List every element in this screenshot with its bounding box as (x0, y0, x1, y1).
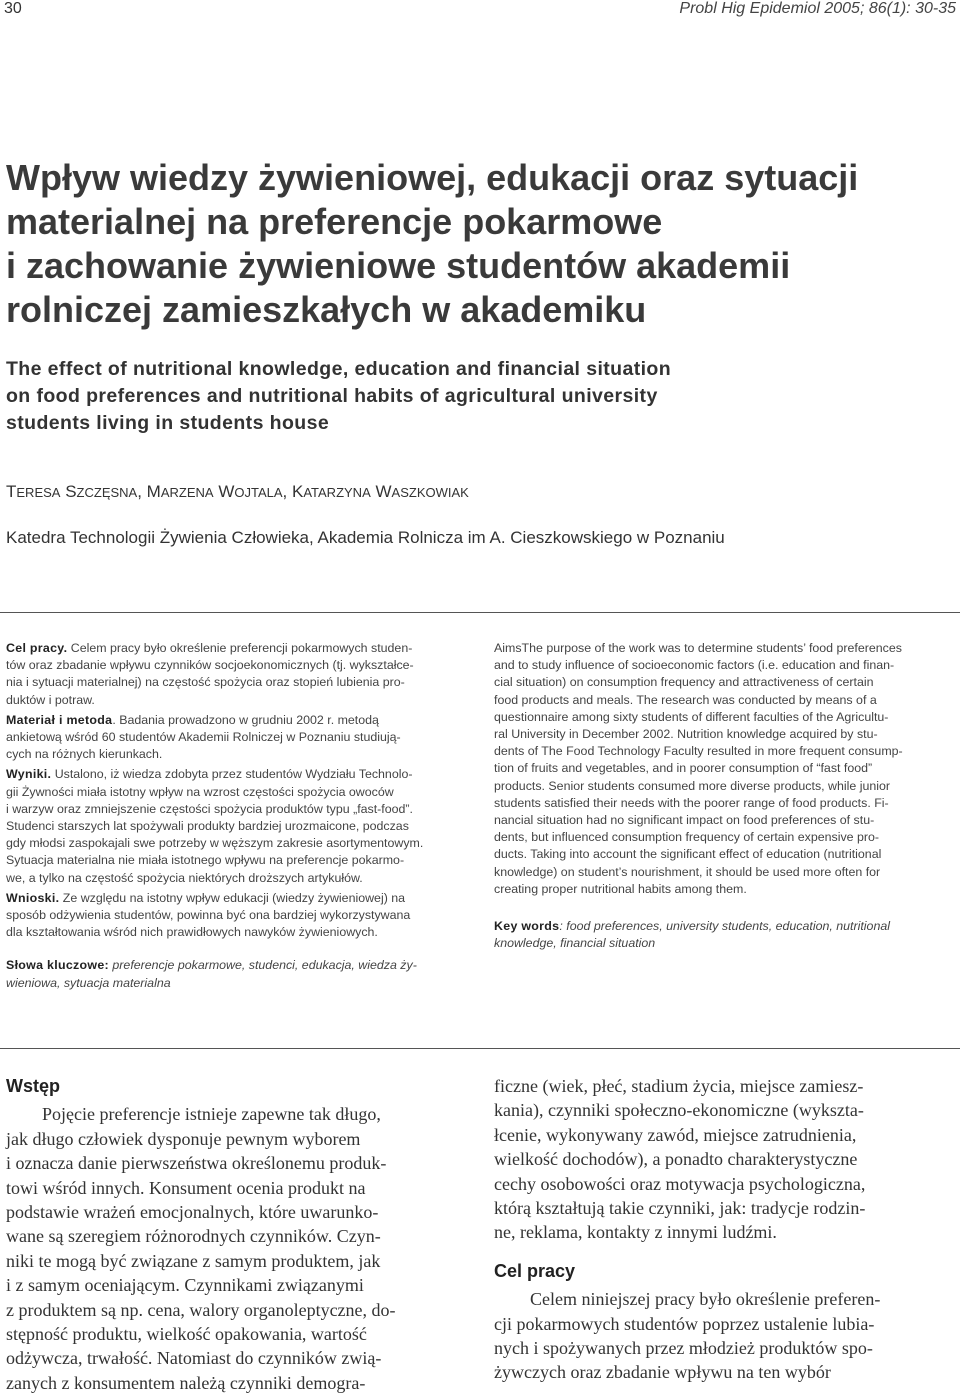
divider-top (0, 612, 960, 613)
body-line: wielkość dochodów), a ponadto charakterystyczne (494, 1149, 858, 1170)
abs-line: duktów i potraw. (6, 692, 95, 707)
author-1-surname-initial: S (65, 482, 77, 501)
author-1-initial: T (6, 482, 17, 501)
keywords-en-label: Key words (494, 919, 560, 934)
abs-line: tion of fruits and vegetables, and in poorer consumption of “fast food” (494, 761, 873, 776)
abstract-material (6, 712, 470, 764)
abs-line: Sytuacja materialna nie miała istotnego wpływu na preferencje pokarmo- (6, 853, 405, 868)
section-heading-wstep: Wstęp (6, 1076, 60, 1096)
abs-line: cial situation) on consumption frequency and attractiveness of certain (494, 675, 874, 690)
abs-line: AimsThe purpose of the work was to determine students’ food preferences (494, 641, 902, 655)
abs-line: nancial situation had no significant impact on food preferences of stu- (494, 813, 875, 828)
body-column-left (6, 1074, 470, 1395)
abs-line: ducts. Taking into account the significant effect of education (nutritional (494, 847, 882, 862)
body-line: żywczych oraz zbadanie wpływu na ten wybór (494, 1362, 831, 1383)
body-column-right (494, 1074, 958, 1385)
abs-line: . Badania prowadzono w grudniu 2002 r. metodą (112, 712, 379, 727)
abstract-wnioski (6, 890, 470, 942)
author-2-first: ARZENA (160, 485, 214, 500)
abs-line: ral University in December 2002. Nutrition knowledge acquired by stu- (494, 727, 878, 742)
material-label: Materiał i metoda (6, 712, 113, 727)
author-3-surname: ASZKOWIAK (391, 485, 469, 500)
keywords-en (494, 918, 958, 952)
abs-line: ankietową wśród 60 studentów Akademii Rolniczej w Poznaniu studiują- (6, 730, 401, 745)
author-separator: , (137, 482, 147, 501)
title-line: Wpływ wiedzy żywieniowej, edukacji oraz sytuacji (6, 157, 859, 198)
abs-line: food products and meals. The research was conducted by means of a (494, 692, 877, 707)
body-line: cechy osobowości oraz motywacja psychologiczna, (494, 1173, 866, 1194)
keywords-pl (6, 957, 470, 991)
abs-line: wieniowa, sytuacja materialna (6, 975, 171, 990)
abstract-en-body (494, 640, 958, 898)
abs-line: cych na różnych kierunkach. (6, 747, 163, 762)
wyniki-label: Wyniki. (6, 767, 52, 782)
abs-line: nia i sytuacji materialnej) na częstość spożycia oraz stopień lubienia pro- (6, 675, 405, 690)
abs-line: products. Senior students consumed more diverse products, while junior (494, 778, 891, 793)
body-line: niki te mogą być związane z samym produktem, jak (6, 1250, 381, 1271)
page-number: 30 (4, 0, 22, 17)
abs-line: dents of The Food Technology Faculty resulted in more frequent consump- (494, 744, 903, 759)
abs-line: creating proper nutritional habits among them. (494, 881, 747, 896)
cel-label: Cel pracy. (6, 641, 68, 655)
abstract-en (494, 640, 958, 955)
body-line: z produktem są np. cena, walory organoleptyczne, do- (6, 1299, 396, 1320)
body-line: cji pokarmowych studentów poprzez ustalenie lubia- (494, 1313, 875, 1334)
abs-line: tów oraz zbadanie wpływu czynników socjoekonomicznych (tj. wykształce- (6, 658, 414, 673)
body-line: nych i spożywanych przez młodzież produktów spo- (494, 1338, 873, 1359)
abs-line: and to study influence of socioeconomic factors (i.e. education and finan- (494, 658, 895, 673)
subtitle-line: students living in students house (6, 412, 330, 434)
author-separator: , (282, 482, 292, 501)
abs-line: students satisfied their needs with the poorer range of food products. Fi- (494, 795, 889, 810)
abs-line: knowledge) on student’s nourishment, it should be used more often for (494, 864, 881, 879)
abs-line: we, a tylko na częstość spożycia niektórych droższych artykułów. (6, 870, 363, 885)
abs-line: questionnaire among sixty students of different faculties of the Agricultu- (494, 709, 889, 724)
journal-citation: Probl Hig Epidemiol 2005; 86(1): 30-35 (679, 0, 956, 17)
divider-bottom (0, 1048, 960, 1049)
body-line: jak długo człowiek dysponuje pewnym wyborem (6, 1128, 361, 1149)
affiliation: Katedra Technologii Żywienia Człowieka, Akademia Rolnicza im A. Cieszkowskiego w Poznaniu (6, 528, 725, 547)
article-title-pl (6, 156, 926, 332)
body-line: i oznacza danie pierwszeństwa określonemu produk- (6, 1153, 387, 1174)
abs-line: Ze względu na istotny wpływ edukacji (wiedzy żywieniowej) na (59, 890, 406, 905)
abs-line: Ustalono, iż wiedza zdobyta przez studentów Wydziału Technolo- (51, 767, 413, 782)
author-3-initial: K (291, 482, 304, 501)
abs-line: dents, but influenced consumption frequency of certain expensive pro- (494, 830, 880, 845)
author-2-surname: OJTALA (234, 485, 283, 500)
body-line: i z samym oceniającym. Czynnikami związanymi (6, 1275, 364, 1296)
body-line: Pojęcie preferencje istnieje zapewne tak długo, (42, 1104, 381, 1125)
author-list (6, 482, 469, 502)
abs-line: dla kształtowania wśród nich prawidłowych nawyków żywieniowych. (6, 925, 378, 940)
body-line: towi wśród innych. Konsument ocenia produkt na (6, 1177, 366, 1198)
title-line: rolniczej zamieszkałych w akademiku (6, 289, 647, 330)
author-2-initial: M (146, 482, 161, 501)
body-line: wane są szeregiem różnorodnych czynników. Czyn- (6, 1226, 381, 1247)
abstract-cel (6, 640, 470, 709)
article-title-en (6, 356, 926, 437)
body-line: którą kształtują takie czynniki, jak: tradycje rodzin- (494, 1198, 866, 1219)
page-header (0, 0, 960, 20)
keywords-pl-label: Słowa kluczowe: (6, 958, 109, 973)
body-line: odżywcza, trwałość. Natomiast do czynników zwią- (6, 1348, 382, 1369)
abstract-pl (6, 640, 470, 995)
wnioski-label: Wnioski. (6, 890, 60, 905)
subtitle-line: on food preferences and nutritional habits of agricultural university (6, 385, 658, 407)
author-2-surname-initial: W (218, 482, 235, 501)
abs-line: gii Żywności miała istotny wpływ na wzrost częstości spożycia owoców (6, 784, 394, 799)
abs-line: sposób odżywienia studentów, powinna być ona bardziej wykorzystywana (6, 908, 411, 923)
abs-line: preferencje pokarmowe, studenci, edukacja, wiedza ży- (108, 958, 417, 973)
body-line: ficzne (wiek, płeć, stadium życia, miejsce zamiesz- (494, 1076, 864, 1096)
abs-line: knowledge, financial situation (494, 936, 656, 951)
body-line: zanych z konsumentem należą czynniki demogra- (6, 1372, 366, 1393)
body-line: kania), czynniki społeczno-ekonomiczne (wykszta- (494, 1100, 864, 1121)
author-1-first: ERESA (16, 485, 61, 500)
author-3-first: ATARZYNA (303, 485, 371, 500)
abs-line: : food preferences, university students, education, nutritional (559, 919, 890, 934)
title-line: materialnej na preferencje pokarmowe (6, 201, 663, 242)
abs-line: Celem pracy było określenie preferencji pokarmowych studen- (67, 641, 413, 655)
abstract-wyniki (6, 766, 470, 886)
abs-line: Studenci starszych lat spożywali produkty bardziej urozmaicone, podczas (6, 819, 409, 834)
body-line: stępność produktu, wielkość opakowania, wartość (6, 1324, 367, 1345)
author-1-surname: ZCZĘSNA (76, 485, 138, 500)
subtitle-line: The effect of nutritional knowledge, education and financial situation (6, 358, 672, 380)
abs-line: gdy młodsi zaspokajali swe potrzeby w węższym zakresie asortymentowym. (6, 836, 424, 851)
title-line: i zachowanie żywieniowe studentów akademii (6, 245, 791, 286)
body-line: ne, reklama, kontakty z innymi ludźmi. (494, 1222, 777, 1243)
author-3-surname-initial: W (375, 482, 392, 501)
abs-line: i warzyw oraz zmniejszenie częstości spożycia produktów typu „fast-food”. (6, 801, 413, 816)
body-line: łcenie, wykonywany zawód, miejsce zatrudnienia, (494, 1124, 857, 1145)
section-heading-cel-pracy: Cel pracy (494, 1260, 576, 1281)
body-line: Celem niniejszej pracy było określenie preferen- (530, 1289, 881, 1310)
body-line: podstawie wrażeń emocjonalnych, które uwarunko- (6, 1202, 379, 1223)
